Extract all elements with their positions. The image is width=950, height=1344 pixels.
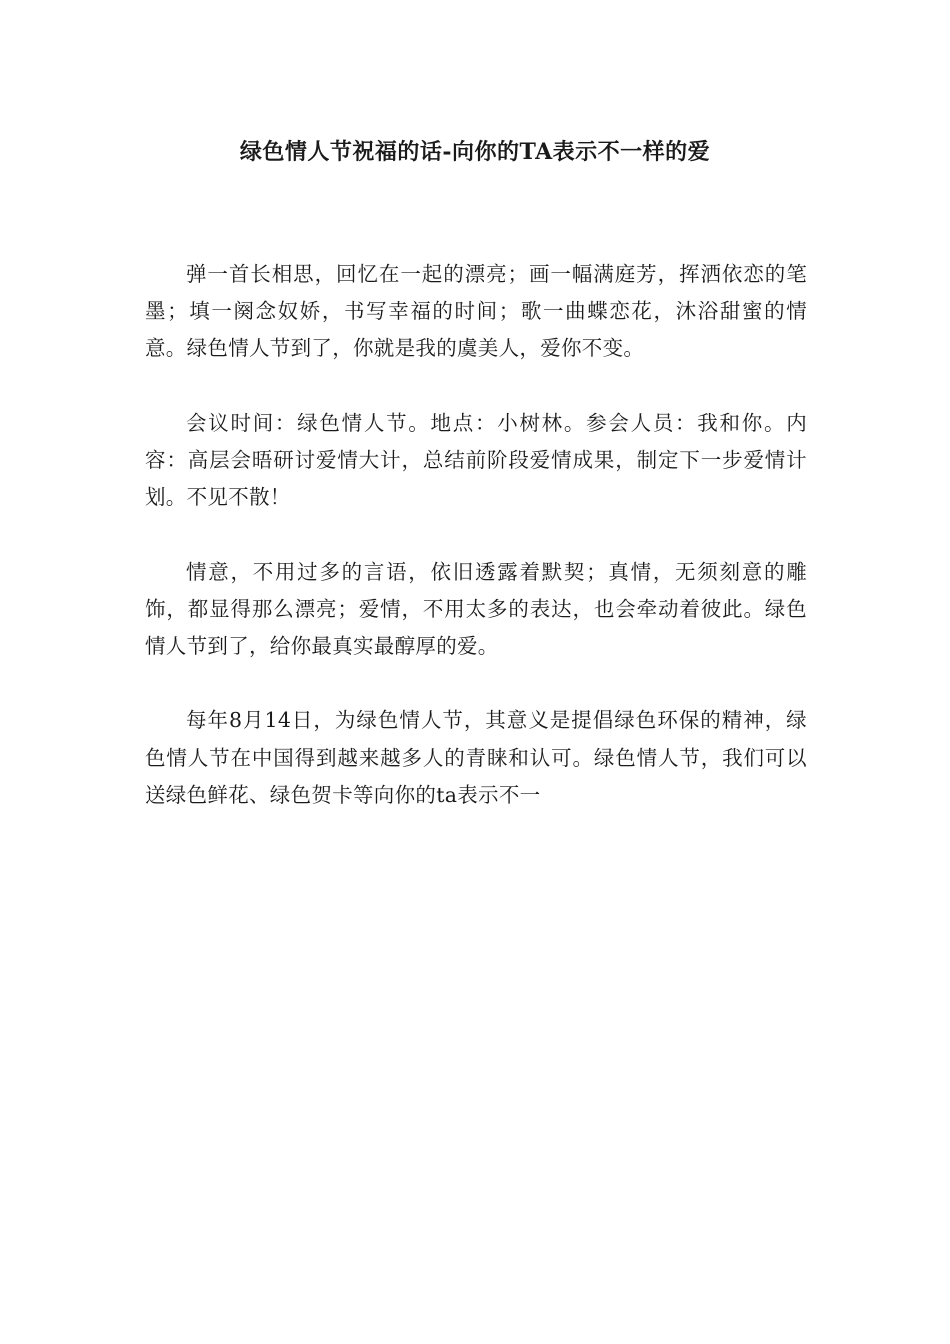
paragraph: 弹一首长相思，回忆在一起的漂亮；画一幅满庭芳，挥洒依恋的笔墨；填一阕念奴娇，书写幸福的时间；歌一曲蝶恋花，沐浴甜蜜的情意。绿色情人节到了，你就是我的虞美人，爱你不变。 <box>145 262 807 361</box>
paragraph: 会议时间：绿色情人节。地点：小树林。参会人员：我和你。内容：高层会晤研讨爱情大计，总结前阶段爱情成果，制定下一步爱情计划。不见不散！ <box>145 410 807 510</box>
paragraph: 情意，不用过多的言语，依旧透露着默契；真情，无须刻意的雕饰，都显得那么漂亮；爱情，不用太多的表达，也会牵动着彼此。绿色情人节到了，给你最真实最醇厚的爱。 <box>145 559 807 658</box>
document-body <box>145 256 807 814</box>
document-title: 绿色情人节祝福的话-向你的TA表示不一样的爱 <box>239 139 711 165</box>
paragraph: 每年8月14日，为绿色情人节，其意义是提倡绿色环保的精神，绿色情人节在中国得到越来越多人的青睐和认可。绿色情人节，我们可以送绿色鲜花、绿色贺卡等向你的ta表示不一 <box>145 708 807 807</box>
